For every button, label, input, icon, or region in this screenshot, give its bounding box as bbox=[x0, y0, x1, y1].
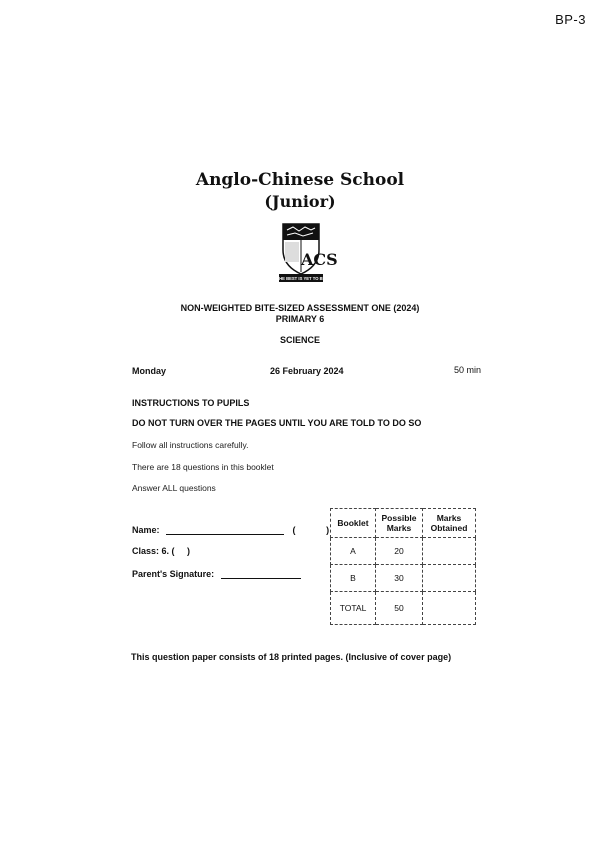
assessment-title: NON-WEIGHTED BITE-SIZED ASSESSMENT ONE (2024) bbox=[180, 303, 420, 313]
crest-motto: THE BEST IS YET TO BE bbox=[276, 276, 326, 281]
booklet-cell: TOTAL bbox=[331, 592, 376, 625]
instructions-warning: DO NOT TURN OVER THE PAGES UNTIL YOU ARE TOLD TO DO SO bbox=[132, 418, 422, 428]
exam-duration: 50 min bbox=[454, 365, 482, 375]
register-open-paren: ( bbox=[292, 525, 296, 535]
school-section: (Junior) bbox=[264, 192, 336, 211]
booklet-cell: B bbox=[331, 565, 376, 592]
instruction-line: Follow all instructions carefully. bbox=[132, 440, 249, 450]
header-marks-obtained: Marks Obtained bbox=[423, 509, 476, 538]
name-field[interactable] bbox=[132, 525, 329, 535]
marks-table-header bbox=[331, 509, 476, 538]
booklet-cell: A bbox=[331, 538, 376, 565]
table-row bbox=[331, 565, 476, 592]
possible-marks-cell: 50 bbox=[376, 592, 423, 625]
header-booklet: Booklet bbox=[331, 509, 376, 538]
exam-date: 26 February 2024 bbox=[270, 366, 344, 376]
crest-initials: ACS bbox=[301, 250, 338, 269]
table-row bbox=[331, 592, 476, 625]
instruction-line: There are 18 questions in this booklet bbox=[132, 462, 274, 472]
page-count-note: This question paper consists of 18 printed pages. (Inclusive of cover page) bbox=[131, 652, 452, 662]
parent-signature-field[interactable] bbox=[132, 569, 301, 579]
class-close-paren: ) bbox=[187, 546, 191, 556]
marks-obtained-cell[interactable] bbox=[423, 538, 476, 565]
marks-obtained-cell[interactable] bbox=[423, 565, 476, 592]
parent-signature-line[interactable] bbox=[221, 578, 301, 579]
parent-signature-label: Parent's Signature: bbox=[132, 569, 215, 579]
marks-table bbox=[330, 508, 476, 625]
assessment-subject: SCIENCE bbox=[279, 335, 320, 345]
document-code: BP-3 bbox=[555, 12, 586, 27]
exam-day: Monday bbox=[132, 366, 167, 376]
header-possible-marks: Possible Marks bbox=[376, 509, 423, 538]
class-field[interactable] bbox=[132, 546, 190, 556]
name-label: Name: bbox=[132, 525, 160, 535]
class-label: Class: 6. ( bbox=[132, 546, 175, 556]
table-row bbox=[331, 538, 476, 565]
school-name: Anglo-Chinese School bbox=[195, 170, 405, 190]
marks-obtained-cell[interactable] bbox=[423, 592, 476, 625]
possible-marks-cell: 30 bbox=[376, 565, 423, 592]
instruction-line: Answer ALL questions bbox=[132, 483, 216, 493]
name-line[interactable] bbox=[166, 534, 284, 535]
school-crest bbox=[276, 220, 338, 289]
register-close-paren: ) bbox=[326, 525, 330, 535]
assessment-level: PRIMARY 6 bbox=[275, 314, 325, 324]
possible-marks-cell: 20 bbox=[376, 538, 423, 565]
instructions-heading: INSTRUCTIONS TO PUPILS bbox=[132, 398, 250, 408]
